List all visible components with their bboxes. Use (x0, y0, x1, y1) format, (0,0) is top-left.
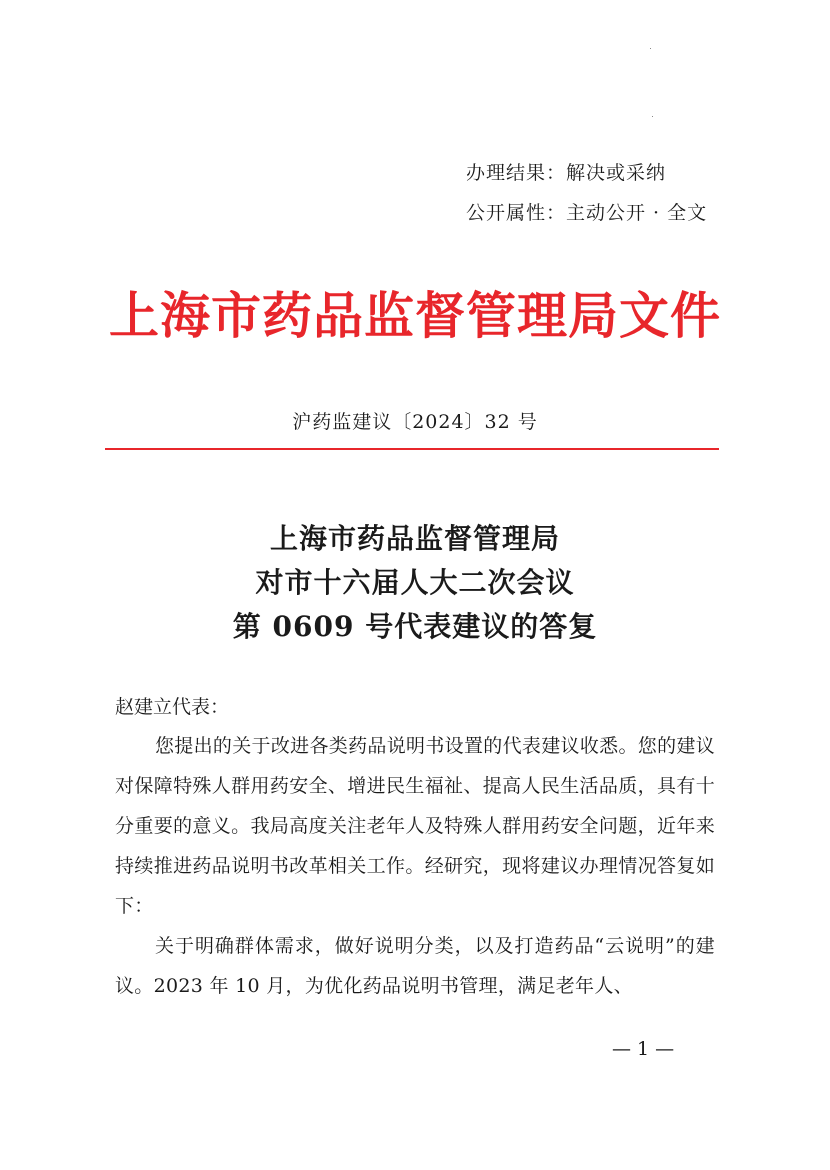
red-divider (105, 448, 719, 450)
issuer-header: 上海市药品监督管理局文件 (109, 286, 721, 345)
handling-result: 办理结果：解决或采纳 (466, 162, 667, 184)
title-line-1: 上海市药品监督管理局 (269, 522, 560, 555)
scan-speck (650, 48, 651, 49)
scan-speck (652, 116, 653, 117)
document-number: 沪药监建议〔2024〕32 号 (292, 411, 538, 433)
title-line-3: 第 0609 号代表建议的答复 (232, 610, 598, 643)
body-paragraph-2: 关于明确群体需求，做好说明分类，以及打造药品“云说明”的建议。2023 年 10 月，为优化药品说明书管理，满足老年人、 (115, 935, 715, 997)
title-line-2: 对市十六届人大二次会议 (255, 566, 575, 599)
salutation: 赵建立代表： (115, 696, 230, 718)
page-number: — 1 — (612, 1038, 675, 1060)
document-body (115, 688, 715, 1006)
body-paragraph-1: 您提出的关于改进各类药品说明书设置的代表建议收悉。您的建议对保障特殊人群用药安全、增进民生福祉、提高人民生活品质，具有十分重要的意义。我局高度关注老年人及特殊人群用药安全问题，近年来持续推进药品说明书改革相关工作。经研究，现将建议办理情况答复如下： (115, 735, 715, 917)
document-title (0, 517, 830, 649)
disclosure-attribute: 公开属性：主动公开 · 全文 (466, 202, 708, 224)
